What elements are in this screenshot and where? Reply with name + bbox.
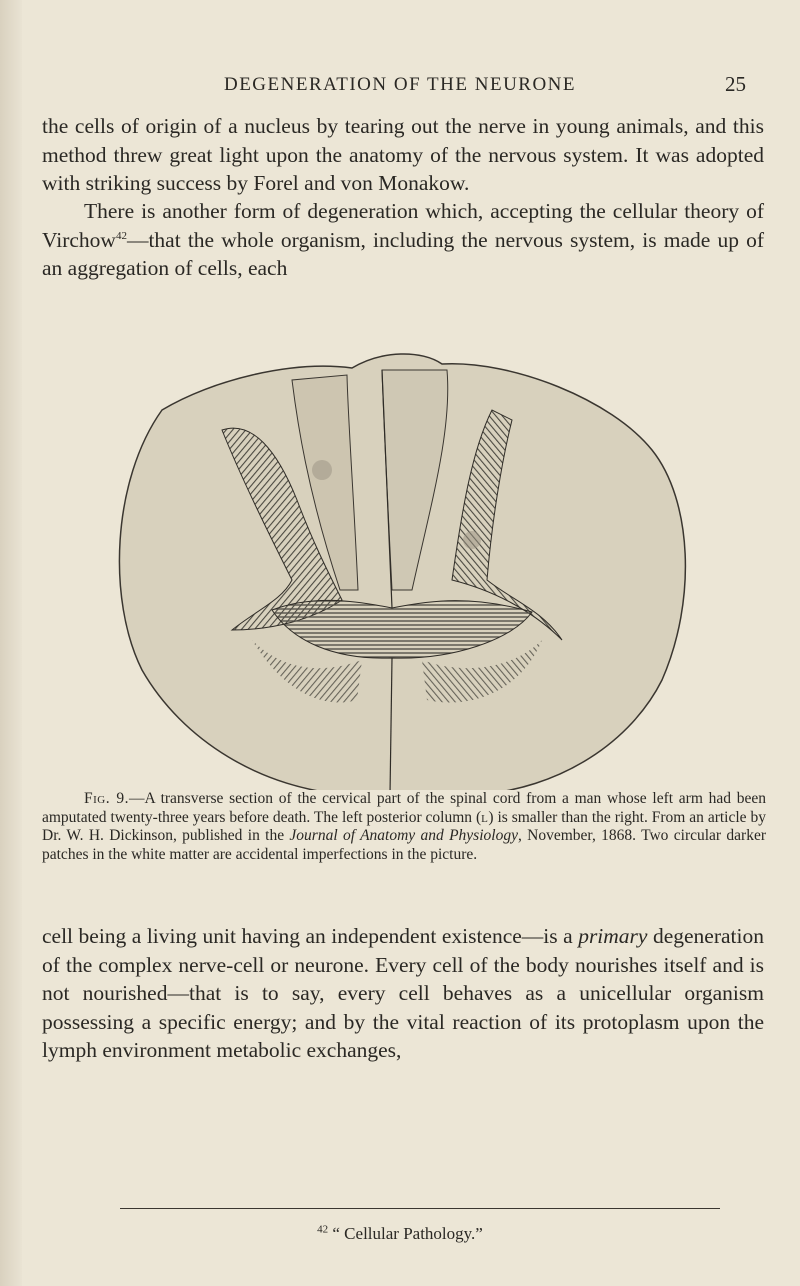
reference-marker: 42: [115, 229, 127, 242]
footnote-rule: [120, 1208, 720, 1209]
paragraph-2-text-a: There is another form of degeneration which, accepting the cellular theory of Virchow: [42, 199, 764, 252]
figure-label: Fig. 9.: [84, 790, 129, 807]
paragraph-3-emphasis: primary: [578, 924, 648, 948]
spinal-cord-section-illustration: [92, 340, 732, 790]
running-head: DEGENERATION OF THE NEURONE: [223, 74, 577, 95]
paragraph-3-text-b: degeneration of the complex nerve-cell or neurone. Every cell of the body nourishes itself and is not nourished—that is to say, every cell behaves as a unicellular organism possessing a specific energy; and by the vital reaction of its protoplasm upon the lymph environment metabolic exchanges,: [42, 924, 764, 1062]
paragraph-2: [42, 197, 764, 283]
page-edge-shadow: [0, 0, 22, 1286]
paragraph-1: the cells of origin of a nucleus by tearing out the nerve in young animals, and this method threw great light upon the anatomy of the nervous system. It was adopted with striking success by Forel and von Monakow.: [42, 114, 764, 195]
caption-journal-title: Journal of Anatomy and Physiology: [289, 827, 518, 844]
caption-column-letter: l: [481, 808, 489, 826]
page-number: 25: [725, 72, 746, 96]
caption-text-1: —A transverse section of the cervical part of the spinal cord from a man whose left arm had been amputated twenty-three years before death. The left posterior column (: [42, 790, 767, 826]
figure-caption: [42, 790, 766, 864]
imperfection-patch: [463, 531, 481, 549]
imperfection-patch: [312, 460, 332, 480]
caption-text-3: , November, 1868. Two circular darker patches in the white matter are accidental imperfections in the picture.: [42, 827, 767, 863]
caption-text-2: ) is smaller than the right. From an article by Dr. W. H. Dickinson, published in the: [42, 808, 766, 844]
footnote-marker: 42: [317, 1223, 329, 1236]
page-header: [0, 72, 800, 102]
paragraph-3-text-a: cell being a living unit having an independent existence—is a: [42, 924, 579, 948]
footnote-text: “ Cellular Pathology.”: [328, 1224, 483, 1243]
footnote: [0, 1224, 800, 1244]
spinal-cord-figure: [92, 340, 732, 790]
paragraph-2-text-b: —that the whole organism, including the nervous system, is made up of an aggregation of cells, each: [42, 227, 764, 280]
paragraph-3: [42, 922, 764, 1065]
